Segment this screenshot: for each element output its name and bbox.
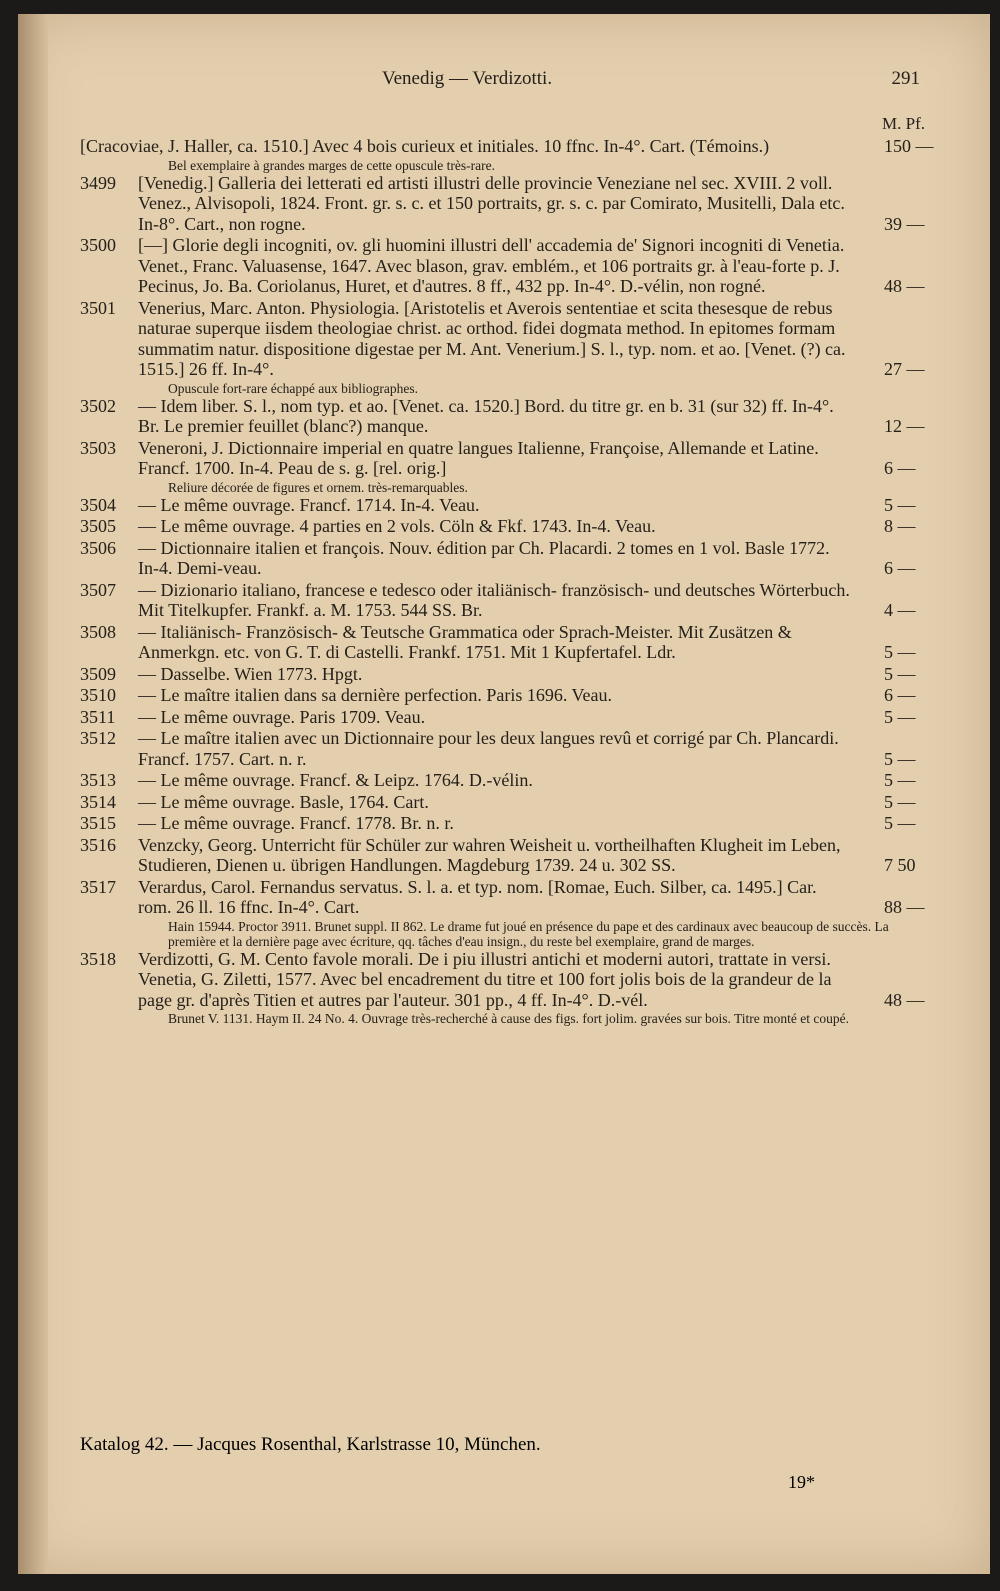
catalog-entry	[80, 438, 960, 479]
entry-description: — Le même ouvrage. Paris 1709. Veau.	[138, 706, 426, 727]
entry-description: — Idem liber. S. l., nom typ. et ao. [Venet. ca. 1520.] Bord. du titre gr. en b. 31 (sur 32) ff. In-4°. Br. Le premier feuillet (blanc?) manque.	[138, 395, 834, 436]
entry-price: 48 —	[884, 276, 925, 296]
catalog-entry	[80, 622, 960, 663]
footer-imprint: Katalog 42. — Jacques Rosenthal, Karlstrasse 10, München.	[80, 1434, 541, 1455]
catalog-entry	[80, 298, 960, 380]
catalog-entry	[80, 516, 960, 537]
entry-price: 6 —	[884, 685, 916, 705]
entry-number: 3518	[80, 948, 116, 969]
catalog-entry	[80, 949, 960, 1011]
entry-number: 3504	[80, 494, 116, 515]
entry-number: 3502	[80, 395, 116, 416]
entry-price: 5 —	[884, 494, 916, 515]
entry-price: 5 —	[884, 791, 916, 812]
catalog-entry	[80, 580, 960, 621]
entry-price: 39 —	[884, 213, 925, 234]
catalog-entries	[80, 136, 960, 1026]
entry-price: 48 —	[884, 989, 925, 1010]
entry-number: 3503	[80, 437, 116, 458]
catalog-entry	[80, 707, 960, 728]
entry-note: Opuscule fort-rare échappé aux bibliographes.	[168, 380, 419, 396]
catalog-entry	[80, 792, 960, 813]
signature-mark: 19*	[788, 1472, 815, 1492]
entry-price: 6 —	[884, 558, 916, 578]
entry-description: [—] Glorie degli incogniti, ov. gli huomini illustri dell' accademia de' Signori incogniti di Venetia. Venet., Franc. Valuasense, 1647. Avec blason, grav. emblém., et 106 portraits gr. à l'eau-forte p. J. Pecinus, Jo. Ba. Coriolanus, Huret, et d'autres. 8 ff., 432 pp. In-4°. D.-vélin, non rogné.	[138, 235, 845, 296]
entry-number: 3508	[80, 621, 116, 642]
entry-price: 5 —	[884, 748, 916, 769]
entry-number: 3511	[80, 706, 116, 727]
entry-description: — Dizionario italiano, francese e tedesco oder italiänisch- französisch- und deutsches Wörterbuch. Mit Titelkupfer. Frankf. a. M. 1753. 544 SS. Br.	[138, 579, 850, 620]
page-number: 291	[891, 68, 920, 89]
catalog-entry	[80, 495, 960, 516]
entry-note: Hain 15944. Proctor 3911. Brunet suppl. II 862. Le drame fut joué en présence du pape et des cardinaux avec beaucoup de succès. La première et la dernière page avec écriture, qq. tâches d'eau insign., du reste bel exemplaire, grand de marges.	[168, 918, 889, 949]
entry-price: 27 —	[884, 359, 925, 379]
entry-description: — Le maître italien dans sa dernière perfection. Paris 1696. Veau.	[138, 685, 613, 705]
catalog-entry	[80, 664, 960, 685]
entry-price: 6 —	[884, 458, 916, 478]
currency-heading: M. Pf.	[882, 114, 925, 133]
catalog-entry	[80, 728, 960, 769]
entry-number: 3512	[80, 728, 116, 748]
entry-number: 3499	[80, 172, 116, 193]
entry-description: Verdizotti, G. M. Cento favole morali. De i piu illustri antichi et moderni autori, trattate in versi. Venetia, G. Ziletti, 1577. Avec bel encadrement du titre et 100 fort jolis bois de la grandeur de la page gr. d'après Titien et autres par l'auteur. 301 pp., 4 ff. In-4°. D.-vél.	[138, 948, 832, 1010]
catalog-entry	[80, 235, 960, 297]
entry-price: 12 —	[884, 416, 925, 436]
entry-number: 3516	[80, 834, 116, 855]
binding-spine	[18, 14, 48, 1574]
entry-number: 3517	[80, 876, 116, 897]
catalog-page	[18, 14, 990, 1574]
entry-note: Bel exemplaire à grandes marges de cette opuscule très-rare.	[168, 157, 495, 173]
entry-number: 3501	[80, 297, 116, 318]
catalog-entry	[80, 835, 960, 876]
entry-description: — Le même ouvrage. Francf. 1778. Br. n. r.	[138, 813, 454, 833]
entry-description: — Italiänisch- Französisch- & Teutsche Grammatica oder Sprach-Meister. Mit Zusätzen & Anmerkgn. etc. von G. T. di Castelli. Frankf. 1751. Mit 1 Kupfertafel. Ldr.	[138, 621, 792, 662]
entry-description: [Venedig.] Galleria dei letterati ed artisti illustri delle provincie Veneziane nel sec. XVIII. 2 voll. Venez., Alvisopoli, 1824. Front. gr. s. c. et 150 portraits, gr. s. c. par Comirato, Musitelli, Dala etc. In-8°. Cart., non rogne.	[138, 172, 845, 234]
entry-price: 7 50	[884, 855, 916, 875]
catalog-entry	[80, 173, 960, 235]
entry-description: — Le même ouvrage. Basle, 1764. Cart.	[138, 791, 429, 812]
catalog-entry	[80, 877, 960, 918]
entry-price: 5 —	[884, 706, 916, 727]
running-title: Venedig — Verdizotti.	[382, 68, 553, 89]
entry-number: 3505	[80, 516, 116, 536]
entry-number: 3514	[80, 791, 116, 812]
entry-price: 5 —	[884, 770, 916, 790]
entry-description: — Le même ouvrage. 4 parties en 2 vols. Cöln & Fkf. 1743. In-4. Veau.	[138, 516, 656, 536]
entry-description: — Dasselbe. Wien 1773. Hpgt.	[138, 663, 363, 684]
catalog-entry	[80, 770, 960, 791]
catalog-entry	[80, 813, 960, 834]
entry-number: 3513	[80, 770, 116, 790]
entry-number: 3507	[80, 579, 116, 600]
catalog-entry	[80, 685, 960, 706]
entry-description: — Le même ouvrage. Francf. & Leipz. 1764. D.-vélin.	[138, 770, 533, 790]
catalog-entry	[80, 396, 960, 437]
running-head	[80, 69, 960, 93]
entry-price: 88 —	[884, 897, 925, 917]
entry-price: 4 —	[884, 600, 916, 620]
entry-number: 3515	[80, 813, 116, 833]
entry-price: 5 —	[884, 813, 916, 833]
catalog-entry	[80, 136, 960, 157]
entry-price: 150 —	[884, 136, 934, 156]
entry-description: — Le maître italien avec un Dictionnaire pour les deux langues revû et corrigé par Ch. Plancardi. Francf. 1757. Cart. n. r.	[138, 728, 839, 769]
entry-description: Venerius, Marc. Anton. Physiologia. [Aristotelis et Averois sententiae et scita thesesque de rebus naturae superque iisdem theologiae christ. ac orthod. fidei dogmata method. In epitomes formam summatim natur. dispositione digestae per M. Ant. Venerium.] S. l., typ. nom. et ao. [Venet. (?) ca. 1515.] 26 ff. In-4°.	[138, 297, 846, 379]
entry-price: 5 —	[884, 642, 916, 662]
entry-description: [Cracoviae, J. Haller, ca. 1510.] Avec 4 bois curieux et initiales. 10 ffnc. In-4°. Cart. (Témoins.)	[80, 136, 770, 156]
entry-note: Brunet V. 1131. Haym II. 24 No. 4. Ouvrage très-recherché à cause des figs. fort jolim. gravées sur bois. Titre monté et coupé.	[168, 1011, 849, 1026]
entry-description: Veneroni, J. Dictionnaire imperial en quatre langues Italienne, Françoise, Allemande et Latine. Francf. 1700. In-4. Peau de s. g. [rel. orig.]	[138, 437, 819, 478]
entry-description: Verardus, Carol. Fernandus servatus. S. l. a. et typ. nom. [Romae, Euch. Silber, ca. 1495.] Car. rom. 26 ll. 16 ffnc. In-4°. Cart.	[138, 876, 817, 917]
entry-price: 8 —	[884, 516, 916, 536]
entry-price: 5 —	[884, 663, 916, 684]
entry-note: Reliure décorée de figures et ornem. très-remarquables.	[168, 479, 468, 495]
entry-number: 3500	[80, 235, 116, 255]
entry-number: 3510	[80, 685, 116, 705]
entry-number: 3506	[80, 537, 116, 558]
catalog-entry	[80, 538, 960, 579]
entry-description: — Dictionnaire italien et françois. Nouv. édition par Ch. Placardi. 2 tomes en 1 vol. Basle 1772. In-4. Demi-veau.	[138, 537, 830, 578]
entry-description: Venzcky, Georg. Unterricht für Schüler zur wahren Weisheit u. vortheilhaften Klugheit im Leben, Studieren, Dienen u. übrigen Handlungen. Magdeburg 1739. 24 u. 302 SS.	[138, 834, 841, 875]
entry-number: 3509	[80, 663, 116, 684]
entry-description: — Le même ouvrage. Francf. 1714. In-4. Veau.	[138, 494, 480, 515]
